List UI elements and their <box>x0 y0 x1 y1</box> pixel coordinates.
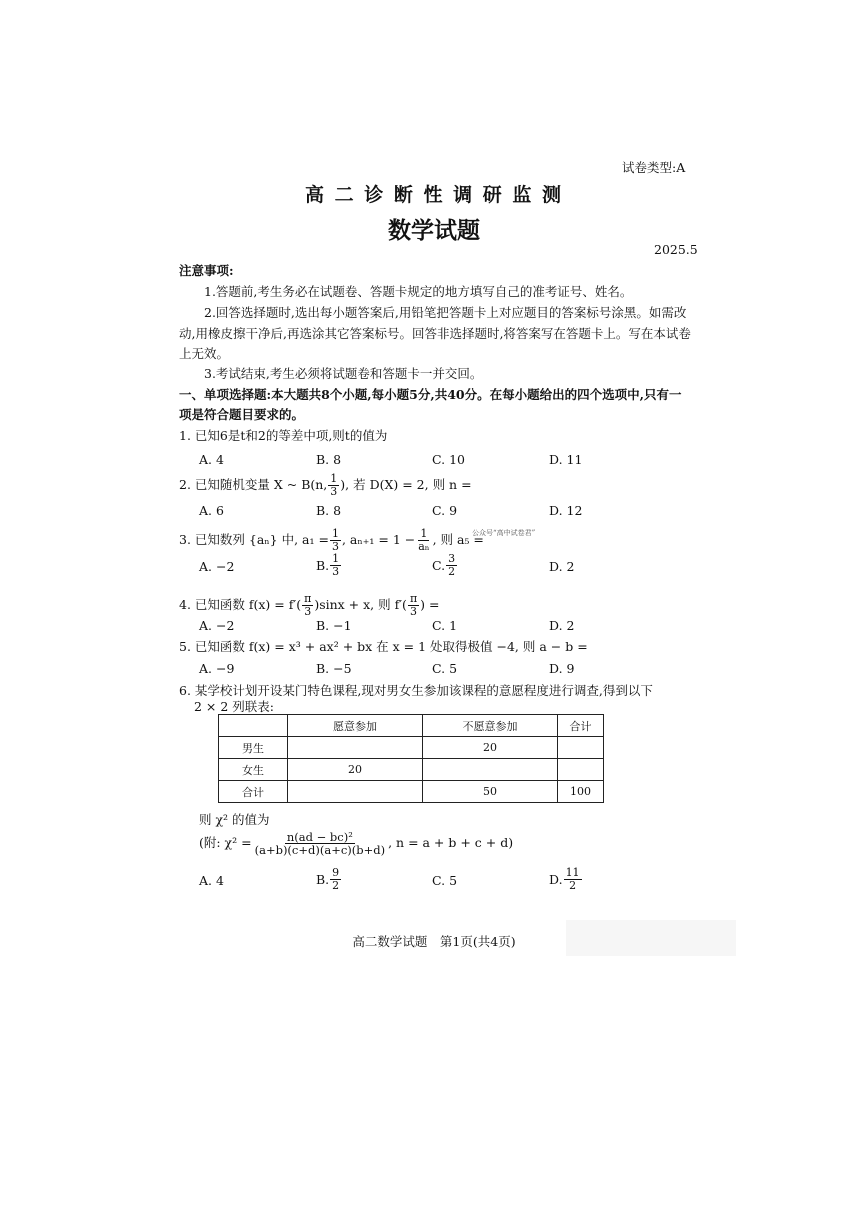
question-2-option-c: C. 9 <box>432 503 458 518</box>
question-5-option-d: D. 9 <box>549 661 575 676</box>
question-1-option-d: D. 11 <box>549 452 583 467</box>
fraction-denominator: 3 <box>332 564 340 578</box>
fraction-numerator: 3 <box>448 552 456 565</box>
notice-item-2-line-3: 上无效。 <box>179 346 230 361</box>
table-header-cell: 不愿意参加 <box>423 715 558 737</box>
subject-title: 数学试题 <box>388 217 480 244</box>
fraction-numerator: π <box>304 592 312 605</box>
formula-fraction <box>253 831 387 856</box>
fraction-numerator: 1 <box>332 552 340 565</box>
question-6-option-d <box>549 867 583 891</box>
watermark: 公众号“高中试卷君” <box>472 529 536 537</box>
question-1-option-c: C. 10 <box>432 452 465 467</box>
question-2-option-a: A. 6 <box>199 503 224 518</box>
exam-date: 2025.5 <box>654 242 698 257</box>
notice-item-2-line-1: 2.回答选择题时,选出每小题答案后,用铅笔把答题卡上对应题目的答案标号涂黑。如需改 <box>204 305 687 320</box>
table-row <box>219 759 604 781</box>
question-3-stem <box>179 528 484 552</box>
table-cell: 女生 <box>219 759 288 781</box>
table-header-cell: 合计 <box>558 715 604 737</box>
question-3-stem-part-2: , aₙ₊₁ = 1 − <box>341 531 416 547</box>
fraction-denominator: 3 <box>304 604 312 618</box>
question-3-option-c <box>432 553 458 577</box>
fraction-denominator: aₙ <box>418 539 430 553</box>
option-label: B. <box>316 871 330 887</box>
table-cell: 20 <box>423 737 558 759</box>
question-4-stem <box>179 593 440 617</box>
table-cell <box>558 759 604 781</box>
table-cell: 50 <box>423 781 558 803</box>
question-5-stem: 5. 已知函数 f(x) = x³ + ax² + bx 在 x = 1 处取得极值 −4, 则 a − b = <box>179 639 588 654</box>
question-2-stem-part-2: ), 若 D(X) = 2, 则 n = <box>340 476 472 492</box>
question-1-option-a: A. 4 <box>199 452 224 467</box>
question-3-option-b <box>316 553 342 577</box>
table-header-cell <box>219 715 288 737</box>
option-fraction <box>330 867 341 891</box>
notice-item-3: 3.考试结束,考生必须将试题卷和答题卡一并交回。 <box>204 366 483 381</box>
question-4-stem-part-3: ) = <box>420 596 440 612</box>
fraction-denominator: 3 <box>330 484 338 498</box>
table-cell: 20 <box>288 759 423 781</box>
notice-heading: 注意事项: <box>179 263 234 278</box>
table-cell <box>288 781 423 803</box>
paper-type: 试卷类型:A <box>622 160 686 175</box>
fraction-numerator: 11 <box>565 866 580 879</box>
question-5-option-c: C. 5 <box>432 661 458 676</box>
question-6-option-b <box>316 867 342 891</box>
fraction-denominator: 2 <box>332 878 340 892</box>
table-header-row <box>219 715 604 737</box>
question-3-option-d: D. 2 <box>549 559 575 574</box>
option-fraction <box>564 867 582 891</box>
fraction-denominator: (a+b)(c+d)(a+c)(b+d) <box>254 843 386 858</box>
question-3-stem-part-3: , 则 a₅ = <box>432 531 484 547</box>
question-2-stem <box>179 473 472 497</box>
table-cell: 男生 <box>219 737 288 759</box>
question-4-stem-part-1: 4. 已知函数 f(x) = f′( <box>179 596 302 612</box>
question-4-stem-part-2: )sinx + x, 则 f′( <box>314 596 407 612</box>
question-4-option-d: D. 2 <box>549 618 575 633</box>
fraction-numerator: π <box>409 592 418 605</box>
section-1-heading-line-1: 一、单项选择题:本大题共8个小题,每小题5分,共40分。在每小题给出的四个选项中,只有一 <box>179 387 682 402</box>
fraction-numerator: n(ad − bc)² <box>286 830 353 844</box>
option-label: C. <box>432 557 446 573</box>
question-3-fraction-1 <box>330 528 341 552</box>
fraction-denominator: 3 <box>331 539 339 553</box>
table-header-cell: 愿意参加 <box>288 715 423 737</box>
question-4-option-a: A. −2 <box>199 618 235 633</box>
table-cell <box>558 737 604 759</box>
contingency-table <box>218 714 604 803</box>
question-2-stem-part-1: 2. 已知随机变量 X ~ B(n, <box>179 476 328 492</box>
table-row <box>219 737 604 759</box>
question-2-option-d: D. 12 <box>549 503 583 518</box>
exam-title: 高 二 诊 断 性 调 研 监 测 <box>305 184 563 206</box>
table-cell <box>423 759 558 781</box>
fraction-numerator: 1 <box>330 472 338 485</box>
question-4-fraction-2 <box>408 593 419 617</box>
question-6-stem-line-2: 2 × 2 列联表: <box>194 699 275 714</box>
question-3-option-a: A. −2 <box>199 559 235 574</box>
fraction-numerator: 1 <box>331 527 339 540</box>
table-row <box>219 781 604 803</box>
question-5-option-b: B. −5 <box>316 661 352 676</box>
chi-square-formula <box>199 831 513 856</box>
formula-suffix: , n = a + b + c + d) <box>388 835 514 851</box>
table-cell: 100 <box>558 781 604 803</box>
question-1-option-b: B. 8 <box>316 452 342 467</box>
option-label: D. <box>549 871 563 887</box>
question-6-stem-line-1: 6. 某学校计划开设某门特色课程,现对男女生参加该课程的意愿程度进行调查,得到以下 <box>179 683 653 698</box>
question-3-fraction-2 <box>416 528 431 552</box>
question-1-stem: 1. 已知6是t和2的等差中项,则t的值为 <box>179 428 388 443</box>
question-4-fraction-1 <box>302 593 313 617</box>
option-fraction <box>446 553 457 577</box>
question-6-ask: 则 χ² 的值为 <box>199 812 270 827</box>
option-label: B. <box>316 557 330 573</box>
question-2-fraction <box>328 473 339 497</box>
fraction-denominator: 3 <box>410 604 418 618</box>
fraction-denominator: 2 <box>448 564 456 578</box>
fraction-numerator: 9 <box>332 866 340 879</box>
option-fraction <box>330 553 341 577</box>
question-4-option-b: B. −1 <box>316 618 352 633</box>
table-cell <box>288 737 423 759</box>
question-4-option-c: C. 1 <box>432 618 458 633</box>
page-footer: 高二数学试题 第1页(共4页) <box>352 934 516 949</box>
notice-item-2-line-2: 动,用橡皮擦干净后,再选涂其它答案标号。回答非选择题时,将答案写在答题卡上。写在本试卷 <box>179 326 691 341</box>
question-3-stem-part-1: 3. 已知数列 {aₙ} 中, a₁ = <box>179 531 329 547</box>
question-6-option-a: A. 4 <box>199 873 224 888</box>
question-5-option-a: A. −9 <box>199 661 235 676</box>
notice-item-1: 1.答题前,考生务必在试题卷、答题卡规定的地方填写自己的准考证号、姓名。 <box>204 284 633 299</box>
table-cell: 合计 <box>219 781 288 803</box>
question-2-option-b: B. 8 <box>316 503 342 518</box>
question-6-option-c: C. 5 <box>432 873 458 888</box>
section-1-heading-line-2: 项是符合题目要求的。 <box>179 407 305 422</box>
fraction-denominator: 2 <box>569 878 577 892</box>
fraction-numerator: 1 <box>420 527 428 540</box>
formula-prefix: (附: χ² = <box>199 835 252 851</box>
